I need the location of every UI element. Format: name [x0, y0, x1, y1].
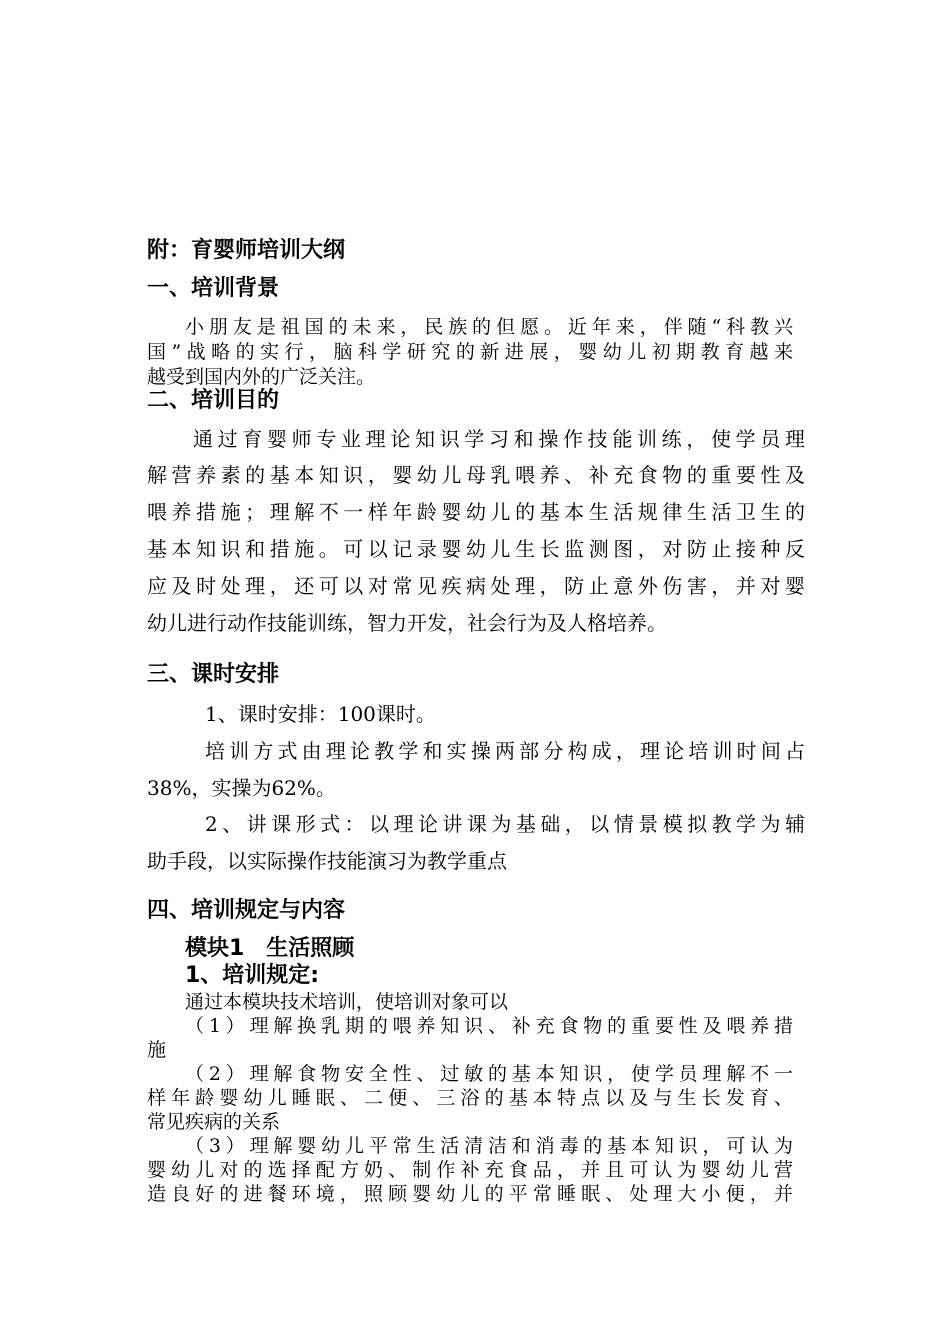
paragraph-line: 助手段，以实际操作技能演习为教学重点	[147, 849, 507, 873]
paragraph-line: 样年龄婴幼儿睡眠、二便、三浴的基本特点以及与生长发育、	[147, 1087, 793, 1109]
document-title: 附：育婴师培训大纲	[147, 238, 346, 263]
paragraph-line: 应及时处理，还可以对常见疾病处理，防止意外伤害，并对婴	[147, 574, 805, 598]
paragraph-line: 国”战略的实行，脑科学研究的新进展，婴幼儿初期教育越来	[147, 341, 793, 363]
section-heading-background: 一、培训背景	[147, 276, 280, 301]
paragraph-line: （2）理解食物安全性、过敏的基本知识，使学员理解不一	[185, 1063, 793, 1085]
section-heading-schedule: 三、课时安排	[147, 662, 280, 687]
paragraph-line: 1、课时安排：100课时。	[205, 702, 436, 726]
paragraph-line: 基本知识和措施。可以记录婴幼儿生长监测图，对防止接种反	[147, 537, 805, 561]
paragraph-line: 通过育婴师专业理论知识学习和操作技能训练，使学员理	[193, 427, 805, 451]
paragraph-line: 施	[147, 1039, 167, 1061]
paragraph-line: 解营养素的基本知识，婴幼儿母乳喂养、补充食物的重要性及	[147, 463, 805, 487]
module-title: 模块1 生活照顾	[185, 936, 355, 961]
paragraph-line: 小朋友是祖国的未来，民族的但愿。近年来，伴随“科教兴	[185, 316, 793, 338]
section-heading-purpose: 二、培训目的	[147, 388, 280, 413]
paragraph-line: 38%，实操为62%。	[147, 776, 336, 800]
paragraph-line: 培训方式由理论教学和实操两部分构成，理论培训时间占	[205, 739, 805, 763]
paragraph-line: 婴幼儿对的选择配方奶、制作补充食品，并且可认为婴幼儿营	[147, 1159, 793, 1181]
paragraph-line: 幼儿进行动作技能训练，智力开发，社会行为及人格培养。	[147, 611, 667, 635]
paragraph-line: （3）理解婴幼儿平常生活清洁和消毒的基本知识，可认为	[185, 1135, 793, 1157]
paragraph-line: 造良好的进餐环境，照顾婴幼儿的平常睡眠、处理大小便，并	[147, 1183, 793, 1205]
sub-heading: 1、培训规定:	[185, 963, 320, 988]
paragraph-line: 越受到国内外的广泛关注。	[147, 366, 376, 388]
paragraph-line: 通过本模块技术培训，使培训对象可以	[185, 991, 509, 1013]
section-heading-content: 四、培训规定与内容	[147, 898, 346, 923]
paragraph-line: （1）理解换乳期的喂养知识、补充食物的重要性及喂养措	[185, 1015, 793, 1037]
paragraph-line: 常见疾病的关系	[147, 1111, 281, 1133]
paragraph-line: 喂养措施；理解不一样年龄婴幼儿的基本生活规律生活卫生的	[147, 500, 805, 524]
paragraph-line: 2、讲课形式：以理论讲课为基础，以情景模拟教学为辅	[205, 812, 805, 836]
